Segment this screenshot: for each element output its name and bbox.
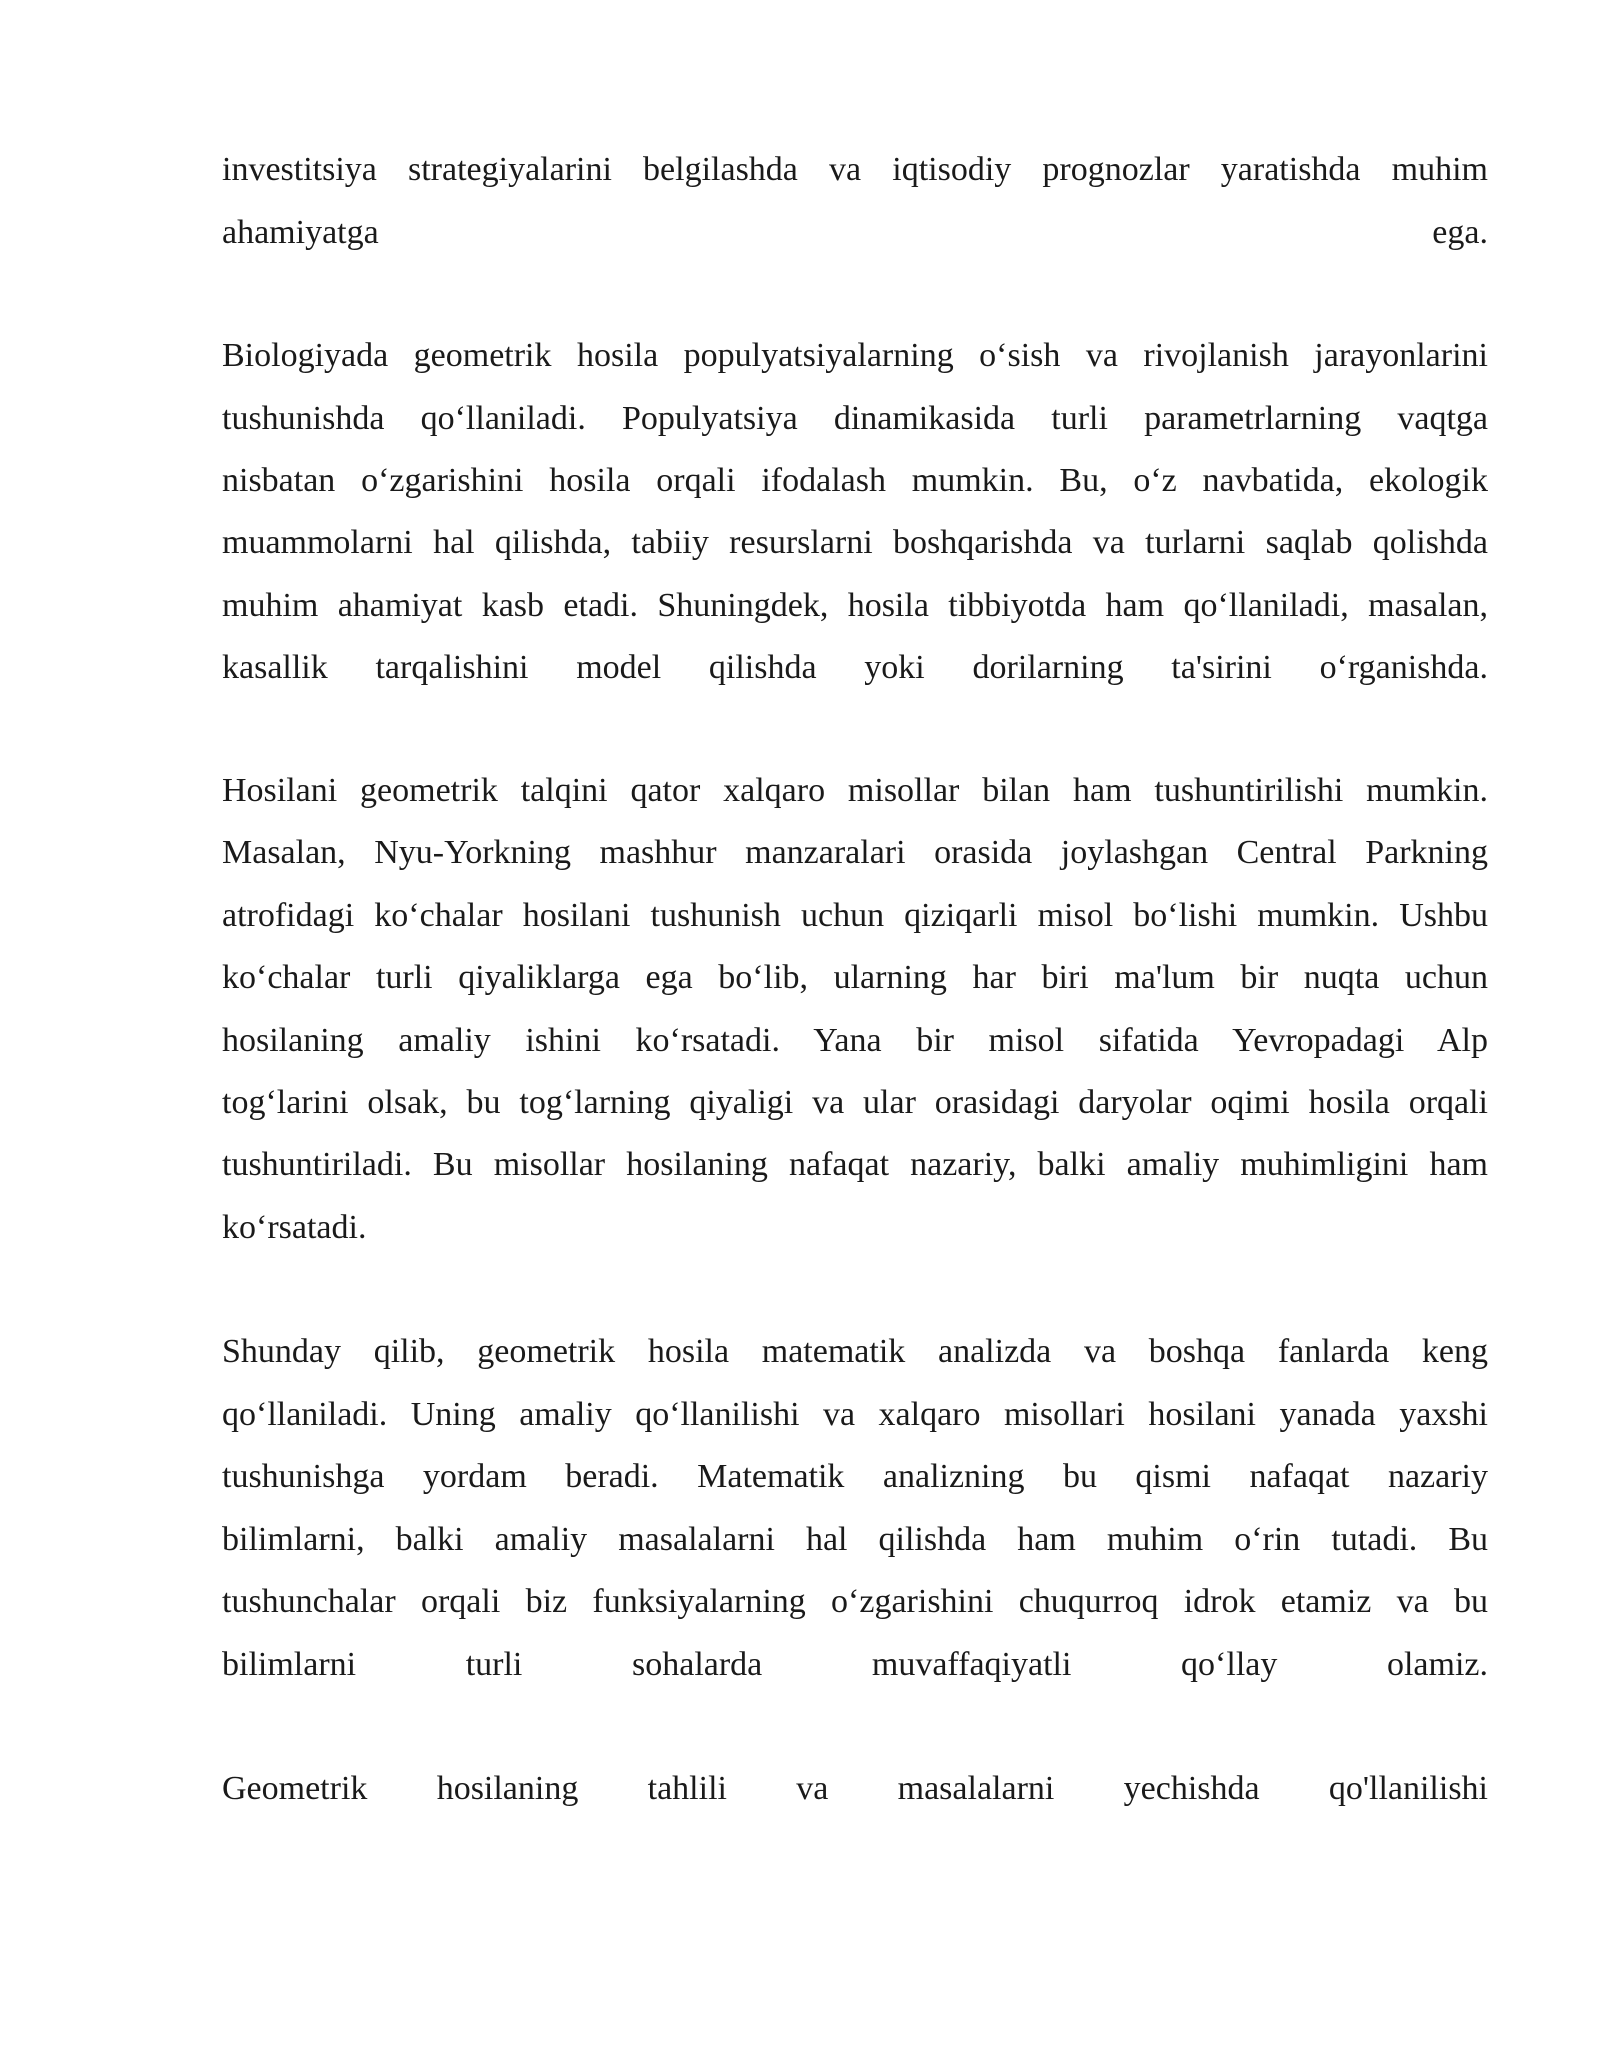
paragraph-3-line-7: tushuntiriladi. Bu misollar hosilaning nafaqat nazariy, balki amaliy muhimligini ham xyxy=(222,1146,1488,1183)
paragraph-2-line-1: Biologiyada geometrik hosila populyatsiyalarning o‘sish va rivojlanish jarayonlarini xyxy=(222,337,1488,374)
paragraph-3-line-6: tog‘larini olsak, bu tog‘larning qiyaligi va ular orasidagi daryolar oqimi hosila orqali xyxy=(222,1084,1488,1121)
paragraph-2-line-4: muammolarni hal qilishda, tabiiy resurslarni boshqarishda va turlarni saqlab qolishda xyxy=(222,524,1488,561)
paragraph-2-line-3: nisbatan o‘zgarishini hosila orqali ifodalash mumkin. Bu, o‘z navbatida, ekologik xyxy=(222,462,1488,499)
paragraph-4-line-4: bilimlarni, balki amaliy masalalarni hal qilishda ham muhim o‘rin tutadi. Bu xyxy=(222,1521,1488,1558)
paragraph-4-line-5: tushunchalar orqali biz funksiyalarning o‘zgarishini chuqurroq idrok etamiz va bu xyxy=(222,1583,1488,1620)
paragraph-3-line-3: atrofidagi ko‘chalar hosilani tushunish uchun qiziqarli misol bo‘lishi mumkin. Ushbu xyxy=(222,897,1488,934)
paragraph-4-line-6: bilimlarni turli sohalarda muvaffaqiyatli qo‘llay olamiz. xyxy=(222,1646,1488,1683)
paragraph-2-line-5: muhim ahamiyat kasb etadi. Shuningdek, hosila tibbiyotda ham qo‘llaniladi, masalan, xyxy=(222,587,1488,624)
paragraph-2-line-2: tushunishda qo‘llaniladi. Populyatsiya dinamikasida turli parametrlarning vaqtga xyxy=(222,400,1488,437)
paragraph-4-line-1: Shunday qilib, geometrik hosila matematik analizda va boshqa fanlarda keng xyxy=(222,1333,1488,1370)
paragraph-4-line-3: tushunishga yordam beradi. Matematik analizning bu qismi nafaqat nazariy xyxy=(222,1458,1488,1495)
paragraph-1-line-1: investitsiya strategiyalarini belgilashda va iqtisodiy prognozlar yaratishda muhim xyxy=(222,151,1488,188)
paragraph-3-line-2: Masalan, Nyu-Yorkning mashhur manzaralari orasida joylashgan Central Parkning xyxy=(222,834,1488,871)
paragraph-5-line-1: Geometrik hosilaning tahlili va masalalarni yechishda qo'llanilishi xyxy=(222,1770,1488,1807)
paragraph-3-line-8: ko‘rsatadi. xyxy=(222,1209,367,1246)
paragraph-3-line-5: hosilaning amaliy ishini ko‘rsatadi. Yana bir misol sifatida Yevropadagi Alp xyxy=(222,1022,1488,1059)
paragraph-3-line-4: ko‘chalar turli qiyaliklarga ega bo‘lib, ularning har biri ma'lum bir nuqta uchun xyxy=(222,959,1488,996)
paragraph-1-line-2: ahamiyatga ega. xyxy=(222,214,1488,251)
paragraph-4-line-2: qo‘llaniladi. Uning amaliy qo‘llanilishi va xalqaro misollari hosilani yanada yaxshi xyxy=(222,1396,1488,1433)
paragraph-3-line-1: Hosilani geometrik talqini qator xalqaro misollar bilan ham tushuntirilishi mumkin. xyxy=(222,772,1488,809)
paragraph-2-line-6: kasallik tarqalishini model qilishda yoki dorilarning ta'sirini o‘rganishda. xyxy=(222,649,1488,686)
